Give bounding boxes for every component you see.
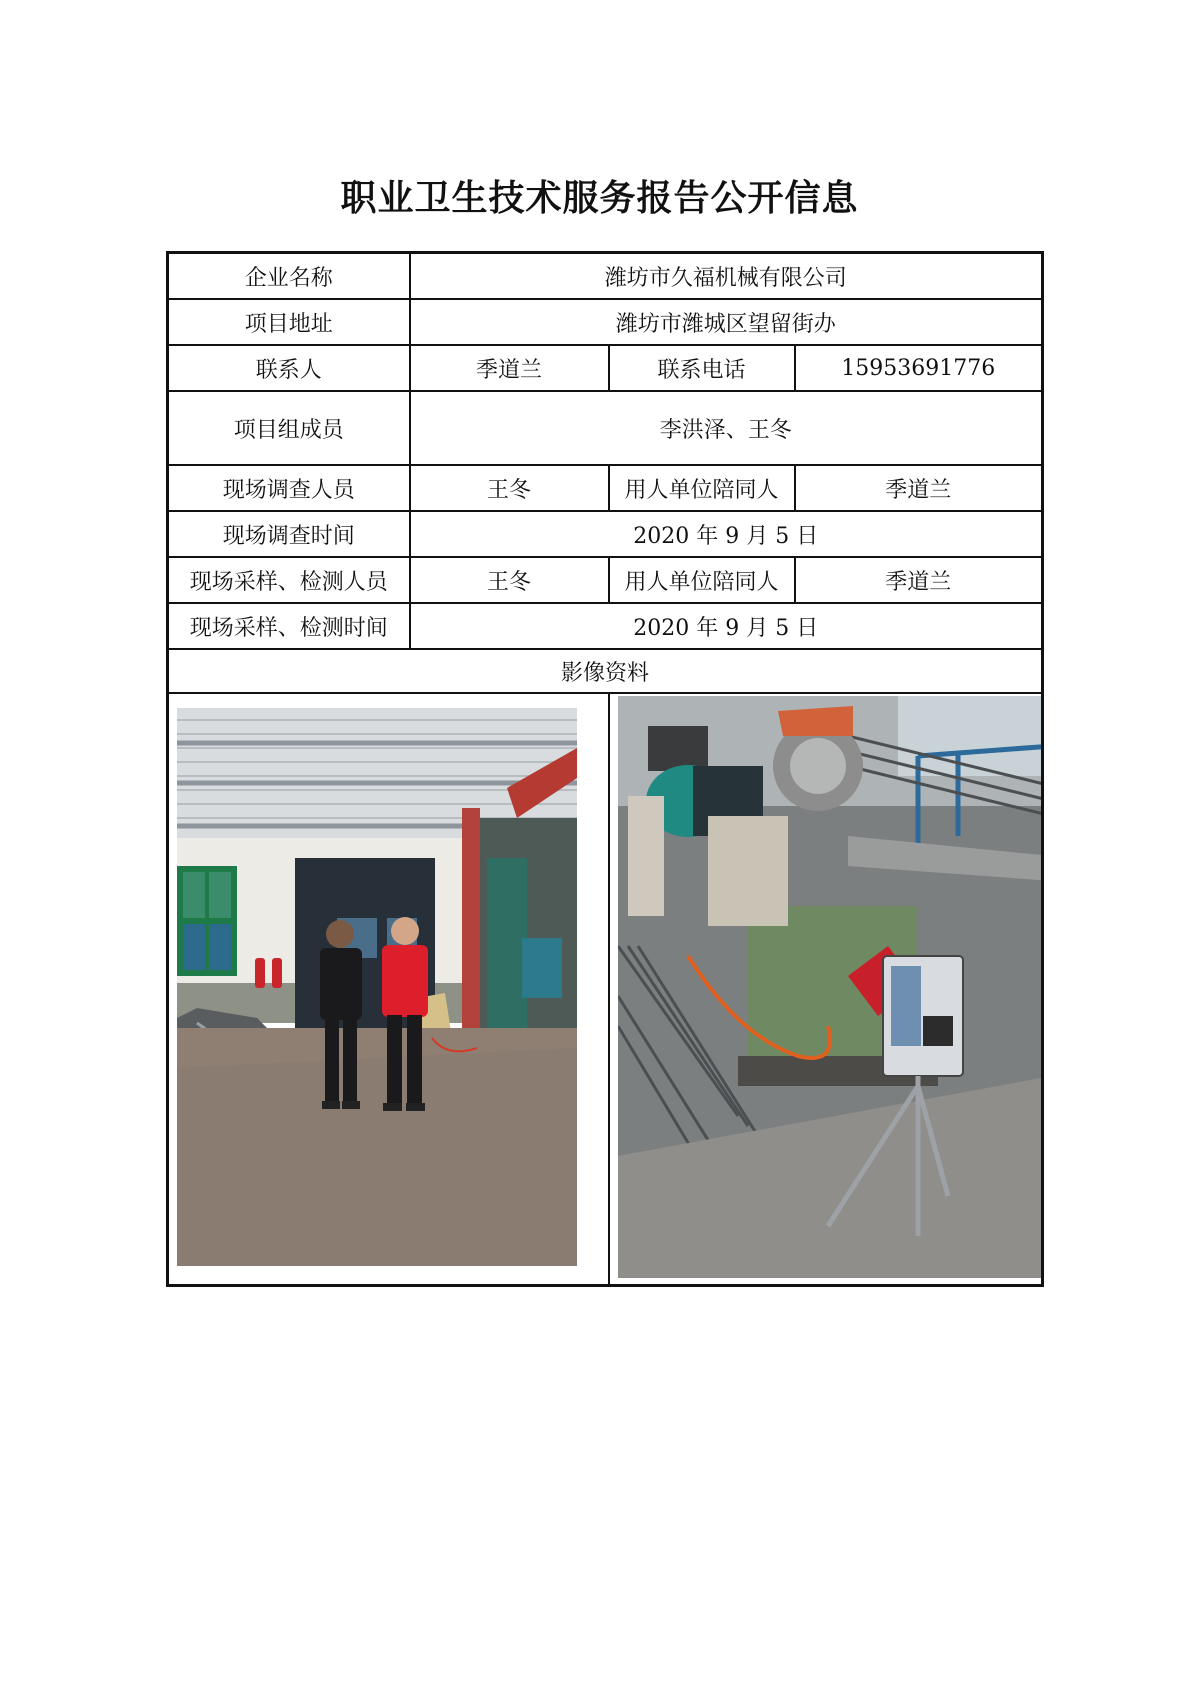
page-title: 职业卫生技术服务报告公开信息 <box>340 178 859 219</box>
survey-time-label: 现场调查时间 <box>168 511 410 557</box>
sampling-escort-value: 季道兰 <box>795 557 1043 603</box>
sampling-staff-value: 王冬 <box>410 557 609 603</box>
sampling-time-label: 现场采样、检测时间 <box>168 603 410 649</box>
photo-cell-left <box>168 693 609 1286</box>
photo-machine <box>618 696 1043 1278</box>
phone-value: 15953691776 <box>795 345 1043 391</box>
survey-staff-value: 王冬 <box>410 465 609 511</box>
address-value: 潍坊市潍城区望留街办 <box>410 299 1043 345</box>
row-address <box>168 299 1043 345</box>
survey-time-value: 2020 年 9 月 5 日 <box>410 511 1043 557</box>
photo-cell-right <box>609 693 1043 1286</box>
sampling-escort-label: 用人单位陪同人 <box>609 557 795 603</box>
row-members <box>168 391 1043 465</box>
row-survey-time <box>168 511 1043 557</box>
survey-staff-label: 现场调查人员 <box>168 465 410 511</box>
company-label: 企业名称 <box>168 253 410 300</box>
sampling-time-value: 2020 年 9 月 5 日 <box>410 603 1043 649</box>
row-company <box>168 253 1043 300</box>
contact-value: 季道兰 <box>410 345 609 391</box>
row-contact <box>168 345 1043 391</box>
sampling-staff-label: 现场采样、检测人员 <box>168 557 410 603</box>
members-label: 项目组成员 <box>168 391 410 465</box>
row-images-title <box>168 649 1043 693</box>
row-survey-staff <box>168 465 1043 511</box>
photo-workers <box>177 708 577 1266</box>
row-sampling-staff <box>168 557 1043 603</box>
row-images <box>168 693 1043 1286</box>
phone-label: 联系电话 <box>609 345 795 391</box>
company-value: 潍坊市久福机械有限公司 <box>410 253 1043 300</box>
contact-label: 联系人 <box>168 345 410 391</box>
survey-escort-label: 用人单位陪同人 <box>609 465 795 511</box>
row-sampling-time <box>168 603 1043 649</box>
survey-escort-value: 季道兰 <box>795 465 1043 511</box>
images-label: 影像资料 <box>168 649 1043 693</box>
members-value: 李洪泽、王冬 <box>410 391 1043 465</box>
info-table <box>166 251 1044 1287</box>
address-label: 项目地址 <box>168 299 410 345</box>
